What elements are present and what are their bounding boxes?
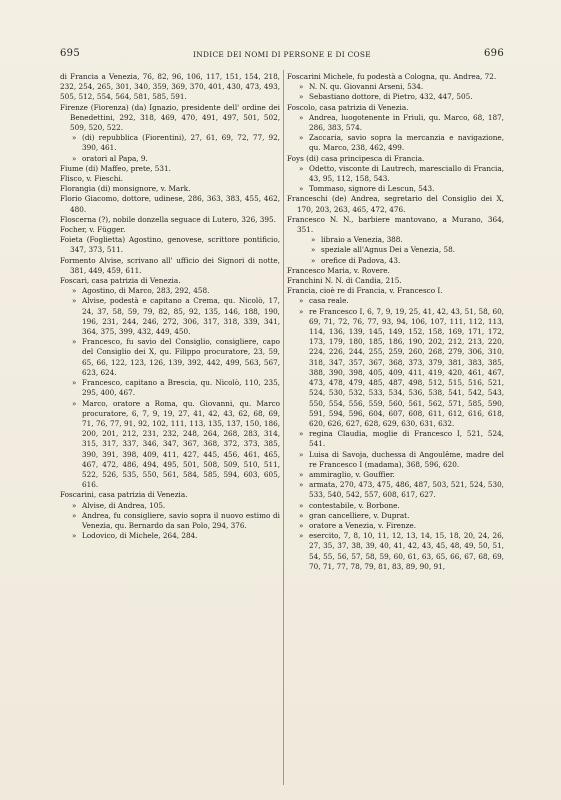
- index-entry: [287, 266, 504, 276]
- index-subentry: [60, 531, 280, 541]
- entry-text: Marco, oratore a Roma, qu. Giovanni, qu. Marco procuratore, 6, 7, 9, 19, 27, 41, 42, 43, 62, 68, 69, 71, 76, 77, 91, 92, 102, 111, 113, 135, 137, 150, 186, 200, 201, 212, 231, 232, 248, 264, 268, 283, 314, 315, 317, 337, 346, 347, 367, 368, 372, 373, 385, 390, 391, 398, 409, 411, 427, 445, 456, 461, 465, 467, 472, 486, 494, 495, 501, 508, 509, 510, 511, 522, 526, 535, 550, 561, 584, 585, 594, 603, 605, 616.: [82, 398, 280, 490]
- ditto-mark: »: [299, 430, 304, 439]
- index-entry: [60, 235, 280, 255]
- entry-text: oratore a Venezia, v. Firenze.: [309, 520, 417, 530]
- ditto-mark: »: [299, 307, 304, 316]
- entry-text: Andrea, luogotenente in Friuli, qu. Marco, 68, 187, 286, 383, 574.: [309, 112, 504, 133]
- ditto-mark: »: [311, 246, 316, 255]
- index-entry: [60, 103, 280, 134]
- entry-text: Focher, v. Függer.: [60, 225, 126, 235]
- ditto-mark: »: [72, 338, 77, 347]
- entry-text: (di) repubblica (Fiorentini), 27, 61, 69, 72, 77, 92, 390, 461.: [82, 133, 280, 153]
- ditto-mark: »: [72, 297, 77, 306]
- entry-text: Odetto, visconte di Lautrech, maresciallo di Francia, 43, 95, 112, 158, 543.: [309, 163, 504, 184]
- index-subentry: [287, 184, 504, 194]
- entry-text: Tommaso, signore di Lescun, 543.: [309, 184, 435, 194]
- index-entry: [60, 194, 280, 214]
- ditto-mark: »: [299, 164, 304, 173]
- index-subentry: [287, 470, 504, 480]
- entry-text: Foscari, casa patrizia di Venezia.: [60, 276, 181, 286]
- entry-text: libraio a Venezia, 388.: [321, 235, 403, 245]
- entry-text: Francesco, fu savio del Consiglio, consigliere, capo del Consiglio dei X, qu. Filippo procuratore, 23, 59, 65, 66, 122, 123, 126, 139, 392, 442, 499, 563, 567, 623, 624.: [82, 337, 280, 377]
- index-subentry: [287, 164, 504, 184]
- entry-text: Alvise, di Andrea, 105.: [82, 500, 166, 510]
- index-subentry: [60, 286, 280, 296]
- index-entry: [287, 103, 504, 113]
- entry-text: Zaccaria, savio sopra la mercanzia e navigazione, qu. Marco, 238, 462, 499.: [309, 133, 504, 153]
- index-subentry: [287, 511, 504, 521]
- index-entry: [60, 276, 280, 286]
- index-subentry: [287, 245, 504, 255]
- index-subentry: [287, 501, 504, 511]
- index-entry: [287, 276, 504, 286]
- entry-text: Florangia (di) monsignore, v. Mark.: [60, 184, 191, 194]
- index-subentry: [60, 296, 280, 337]
- entry-text: Floscerna (?), nobile donzella seguace di Lutero, 326, 395.: [60, 214, 276, 224]
- index-subentry: [60, 378, 280, 398]
- index-subentry: [287, 113, 504, 133]
- entry-text: Francesco, capitano a Brescia, qu. Nicolò, 110, 235, 295, 400, 467.: [82, 378, 280, 398]
- index-subentry: [60, 399, 280, 491]
- index-subentry: [60, 72, 280, 103]
- entry-text: Francia, cioè re di Francia, v. Francesco I.: [287, 286, 443, 296]
- entry-text: Alvise, podestà e capitano a Crema, qu. Nicolò, 17, 24, 37, 58, 59, 79, 82, 85, 92, 135, 146, 188, 190, 196, 231, 244, 246, 272, 306, 317, 318, 339, 341, 364, 375, 399, 432, 449, 450.: [82, 296, 280, 337]
- index-entry: [60, 184, 280, 194]
- entry-text: Francesco N. N., barbiere mantovano, a Murano, 364, 351.: [287, 214, 504, 235]
- index-subentry: [287, 450, 504, 470]
- entry-text: Franchini N. N. di Candia, 215.: [287, 276, 402, 286]
- entry-text: N. N. qu. Giovanni Arseni, 534.: [309, 82, 424, 92]
- index-entry: [287, 72, 504, 82]
- entry-text: casa reale.: [309, 296, 349, 306]
- index-entry: [60, 164, 280, 174]
- entry-text: oratori al Papa, 9.: [82, 153, 148, 163]
- entry-text: Firenze (Fiorenza) (da) Ignazio, presidente dell' ordine dei Benedettini, 292, 318, 469, 470, 491, 497, 501, 502, 509, 520, 522.: [60, 102, 280, 133]
- index-entry: [287, 154, 504, 164]
- index-entry: [287, 194, 504, 214]
- index-entry: [60, 256, 280, 276]
- entry-text: contestabile, v. Borbone.: [309, 500, 400, 510]
- page-number-left: 695: [60, 48, 80, 59]
- index-subentry: [287, 235, 504, 245]
- index-subentry: [287, 82, 504, 92]
- entry-text: Foscarini Michele, fu podestà a Cologna, qu. Andrea, 72.: [287, 72, 497, 81]
- entry-text: Foscarini, casa patrizia di Venezia.: [60, 490, 188, 500]
- entry-text: Foieta (Foglietta) Agostino, genovese, scrittore pontificio, 347, 373, 511.: [60, 235, 280, 255]
- ditto-mark: »: [72, 511, 77, 520]
- ditto-mark: »: [299, 93, 304, 102]
- ditto-mark: »: [311, 256, 316, 265]
- entry-text: Fiume (di) Maffeo, prete, 531.: [60, 163, 171, 173]
- index-subentry: [287, 92, 504, 102]
- ditto-mark: »: [299, 511, 304, 520]
- entry-text: Lodovico, di Michele, 264, 284.: [82, 531, 198, 541]
- entry-text: Foscolo, casa patrizia di Venezia.: [287, 102, 409, 112]
- ditto-mark: »: [72, 287, 77, 296]
- entry-text: regina Claudia, moglie di Francesco I, 521, 524, 541.: [309, 429, 504, 449]
- entry-text: gran cancelliere, v. Duprat.: [309, 510, 410, 520]
- index-subentry: [287, 531, 504, 572]
- entry-text: Sebastiano dottore, di Pietro, 432, 447, 505.: [309, 92, 473, 102]
- entry-text: Franceschi (de) Andrea, segretario del Consiglio dei X, 170, 203, 263, 465, 472, 476.: [287, 194, 504, 214]
- entry-text: speziale all'Agnus Dei a Venezia, 58.: [321, 245, 455, 255]
- column-divider: [283, 70, 284, 785]
- ditto-mark: »: [72, 134, 77, 143]
- index-subentry: [287, 429, 504, 449]
- ditto-mark: »: [311, 236, 316, 245]
- index-subentry: [60, 337, 280, 378]
- ditto-mark: »: [299, 470, 304, 479]
- index-subentry: [60, 133, 280, 153]
- entry-text: re Francesco I, 6, 7, 9, 19, 25, 41, 42, 43, 51, 58, 60, 69, 71, 72, 76, 77, 93, 94, 106, 107, 111, 112, 113, 114, 136, 139, 145, 149, 152, 158, 169, 171, 172, 173, 179, 180, 185, 186, 190, 202, 212, 213, 220, 224, 226, 244, 255, 259, 260, 268, 279, 306, 310, 318, 347, 357, 367, 368, 373, 379, 381, 383, 385, 388, 390, 398, 405, 409, 411, 419, 420, 461, 467, 473, 478, 479, 485, 487, 498, 512, 515, 516, 521, 524, 530, 532, 533, 534, 536, 538, 541, 542, 543, 550, 554, 556, 559, 560, 561, 562, 571, 585, 590, 591, 594, 596, 604, 607, 608, 611, 612, 616, 618, 620, 626, 627, 628, 629, 630, 631, 632.: [309, 306, 504, 428]
- ditto-mark: »: [72, 379, 77, 388]
- ditto-mark: »: [299, 521, 304, 530]
- entry-text: di Francia a Venezia, 76, 82, 96, 106, 117, 151, 154, 218, 232, 254, 265, 301, 340, 359, 369, 370, 401, 430, 473, 493, 505, 512, 554, 564, 581, 585, 591.: [60, 72, 280, 102]
- index-subentry: [287, 307, 504, 429]
- entry-text: Andrea, fu consigliere, savio sopra il nuovo estimo di Venezia, qu. Bernardo da san Polo, 294, 376.: [82, 510, 280, 530]
- index-entry: [60, 225, 280, 235]
- entry-text: Francesco Maria, v. Rovere.: [287, 265, 390, 275]
- entry-text: ammiraglio, v. Gouffier.: [309, 469, 395, 479]
- ditto-mark: »: [299, 532, 304, 541]
- ditto-mark: »: [299, 83, 304, 92]
- entry-text: esercito, 7, 8, 10, 11, 12, 13, 14, 15, 18, 20, 24, 26, 27, 35, 37, 38, 39, 40, 41, 42, 43, 45, 48, 49, 50, 51, 54, 55, 56, 57, 58, 59, 60, 61, 63, 65, 66, 67, 68, 69, 70, 71, 77, 78, 79, 81, 83, 89, 90, 91,: [309, 531, 504, 571]
- right-column: [287, 72, 504, 572]
- running-title: INDICE DEI NOMI DI PERSONE E DI COSE: [193, 50, 371, 59]
- ditto-mark: »: [72, 399, 77, 408]
- index-subentry: [287, 256, 504, 266]
- index-entry: [287, 286, 504, 296]
- index-subentry: [287, 296, 504, 306]
- ditto-mark: »: [299, 297, 304, 306]
- entry-text: orefice di Padova, 43.: [321, 255, 401, 265]
- page-number-right: 696: [484, 48, 504, 59]
- entry-text: Formento Alvise, scrivano all' ufficio dei Signori di notte, 381, 449, 459, 611.: [60, 255, 280, 275]
- ditto-mark: »: [72, 501, 77, 510]
- ditto-mark: »: [299, 450, 304, 459]
- index-entry: [60, 490, 280, 500]
- ditto-mark: »: [299, 481, 304, 490]
- index-subentry: [287, 480, 504, 500]
- left-column: [60, 72, 280, 541]
- entry-text: Florio Giacomo, dottore, udinese, 286, 363, 383, 455, 462, 480.: [60, 194, 280, 214]
- index-subentry: [60, 501, 280, 511]
- ditto-mark: »: [299, 134, 304, 143]
- ditto-mark: »: [72, 154, 77, 163]
- entry-text: Foys (di) casa principesca di Francia.: [287, 153, 425, 163]
- entry-text: Luisa di Savoja, duchessa di Angoulême, madre del re Francesco I (madama), 368, 596, 620.: [309, 449, 504, 469]
- entry-text: Agostino, di Marco, 283, 292, 458.: [82, 286, 210, 296]
- index-subentry: [287, 521, 504, 531]
- index-subentry: [60, 511, 280, 531]
- index-entry: [60, 215, 280, 225]
- ditto-mark: »: [299, 185, 304, 194]
- entry-text: armata, 270, 473, 475, 486, 487, 503, 521, 524, 530, 533, 540, 542, 557, 608, 617, 627.: [309, 480, 504, 500]
- page-header: [60, 48, 504, 62]
- entry-text: Flisco, v. Fieschi.: [60, 174, 123, 184]
- ditto-mark: »: [299, 113, 304, 122]
- index-entry: [287, 215, 504, 235]
- ditto-mark: »: [299, 501, 304, 510]
- index-entry: [60, 174, 280, 184]
- index-subentry: [60, 154, 280, 164]
- ditto-mark: »: [72, 532, 77, 541]
- index-subentry: [287, 133, 504, 153]
